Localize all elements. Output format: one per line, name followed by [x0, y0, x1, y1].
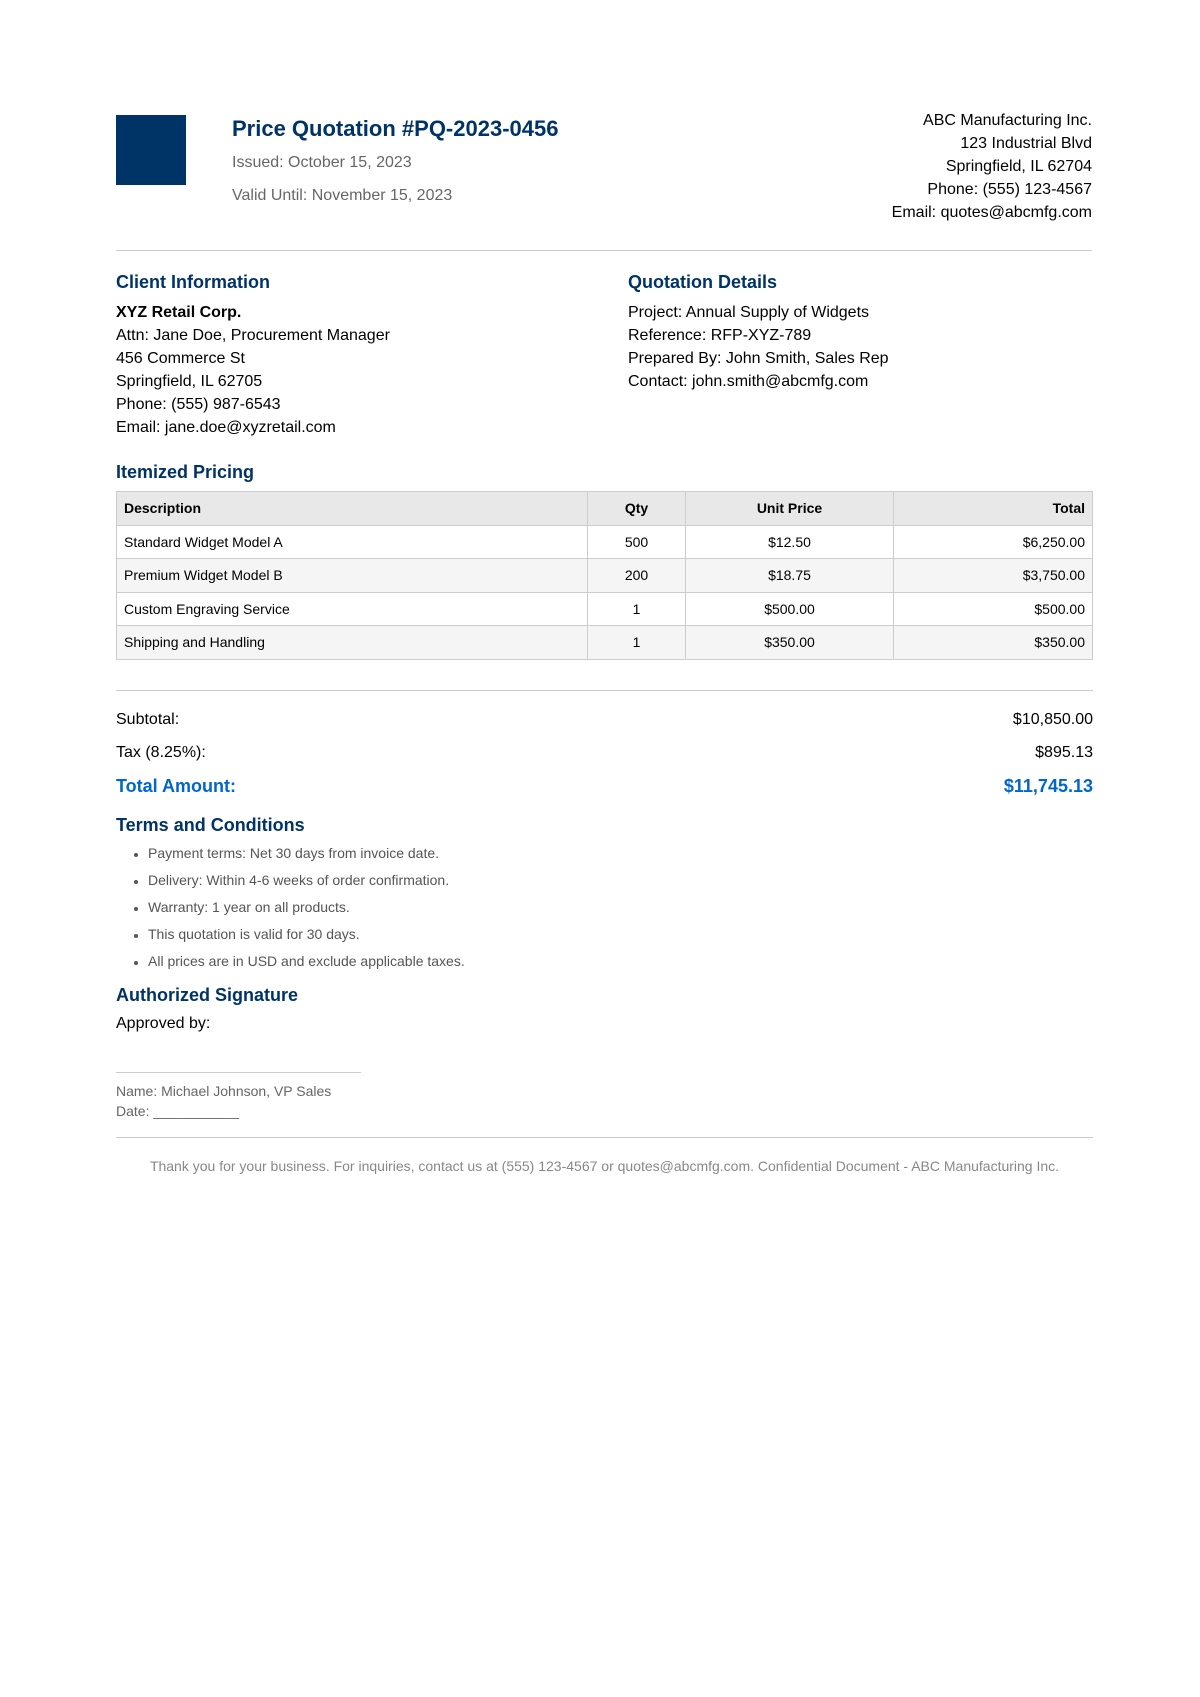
title-block	[232, 115, 558, 206]
client-attn: Attn: Jane Doe, Procurement Manager	[116, 327, 390, 344]
company-info	[892, 109, 1092, 224]
item-unit-price: $12.50	[686, 525, 894, 559]
details-section-title: Quotation Details	[628, 272, 778, 292]
item-total: $500.00	[894, 592, 1093, 626]
subtotal-row	[116, 710, 1093, 730]
table-row	[117, 592, 1093, 626]
term-item: • Payment terms: Net 30 days from invoice date.	[148, 844, 1092, 862]
document-footer	[116, 1137, 1093, 1174]
valid-until-date: Valid Until: November 15, 2023	[232, 187, 453, 204]
client-address-line1: 456 Commerce St	[116, 350, 245, 367]
item-unit-price: $350.00	[686, 626, 894, 660]
signature-line	[116, 1072, 361, 1073]
pricing-table	[116, 491, 1093, 660]
tax-row	[116, 743, 1093, 763]
client-email: Email: jane.doe@xyzretail.com	[116, 419, 336, 436]
term-item: • All prices are in USD and exclude applicable taxes.	[148, 952, 1092, 970]
terms-and-conditions	[116, 814, 1092, 970]
item-description: Shipping and Handling	[117, 626, 588, 660]
document-header	[116, 112, 1092, 251]
company-address-line2: Springfield, IL 62704	[945, 158, 1092, 175]
subtotal-label: Subtotal:	[116, 710, 180, 728]
grand-total-row	[116, 776, 1093, 796]
item-unit-price: $500.00	[686, 592, 894, 626]
company-name: ABC Manufacturing Inc.	[923, 112, 1092, 129]
term-item: • Warranty: 1 year on all products.	[148, 898, 1092, 916]
issued-date: Issued: October 15, 2023	[232, 154, 412, 171]
column-header-qty: Qty	[588, 492, 686, 526]
client-address-line2: Springfield, IL 62705	[116, 373, 263, 390]
contact: Contact: john.smith@abcmfg.com	[628, 373, 869, 390]
company-logo	[116, 115, 186, 185]
column-header-description: Description	[117, 492, 588, 526]
client-section-title: Client Information	[116, 272, 270, 292]
signature-date: Date: ___________	[116, 1102, 239, 1119]
column-header-total: Total	[894, 492, 1093, 526]
item-total: $3,750.00	[894, 559, 1093, 593]
client-name: XYZ Retail Corp.	[116, 304, 242, 321]
totals-section	[116, 690, 1093, 796]
item-description: Custom Engraving Service	[117, 592, 588, 626]
item-description: Premium Widget Model B	[117, 559, 588, 593]
info-section	[116, 271, 1092, 461]
item-unit-price: $18.75	[686, 559, 894, 593]
table-row	[117, 525, 1093, 559]
company-address-line1: 123 Industrial Blvd	[960, 135, 1092, 152]
tax-value: $895.13	[1035, 743, 1093, 761]
term-item: • Delivery: Within 4-6 weeks of order confirmation.	[148, 871, 1092, 889]
item-qty: 200	[588, 559, 686, 593]
table-row	[117, 626, 1093, 660]
table-header-row	[117, 492, 1093, 526]
item-total: $6,250.00	[894, 525, 1093, 559]
project: Project: Annual Supply of Widgets	[628, 304, 870, 321]
item-qty: 1	[588, 592, 686, 626]
term-item: • This quotation is valid for 30 days.	[148, 925, 1092, 943]
client-phone: Phone: (555) 987-6543	[116, 396, 281, 413]
company-email: Email: quotes@abcmfg.com	[891, 204, 1092, 221]
itemized-pricing	[116, 461, 1092, 660]
item-qty: 1	[588, 626, 686, 660]
table-row	[117, 559, 1093, 593]
item-total: $350.00	[894, 626, 1093, 660]
total-amount-label: Total Amount:	[116, 775, 236, 796]
quotation-details	[628, 271, 889, 393]
subtotal-value: $10,850.00	[1012, 710, 1093, 728]
footer-text: Thank you for your business. For inquiries, contact us at (555) 123-4567 or quotes@abcmfg.com. Confidential Document - ABC Manufacturing Inc.	[149, 1157, 1060, 1174]
document-title: Price Quotation #PQ-2023-0456	[232, 116, 559, 141]
terms-list	[148, 844, 1092, 970]
items-section-title: Itemized Pricing	[116, 462, 255, 482]
item-description: Standard Widget Model A	[117, 525, 588, 559]
quotation-document	[116, 112, 1093, 1174]
tax-label: Tax (8.25%):	[116, 743, 206, 761]
item-qty: 500	[588, 525, 686, 559]
prepared-by: Prepared By: John Smith, Sales Rep	[628, 350, 889, 367]
reference: Reference: RFP-XYZ-789	[628, 327, 812, 344]
terms-section-title: Terms and Conditions	[116, 814, 305, 835]
authorized-signature	[116, 984, 1092, 1121]
signer-name: Name: Michael Johnson, VP Sales	[116, 1082, 332, 1099]
approved-by-label: Approved by:	[116, 1014, 211, 1032]
company-phone: Phone: (555) 123-4567	[927, 181, 1092, 198]
signature-section-title: Authorized Signature	[116, 984, 299, 1005]
total-amount-value: $11,745.13	[1003, 775, 1093, 796]
client-information	[116, 271, 390, 439]
column-header-unit-price: Unit Price	[686, 492, 894, 526]
